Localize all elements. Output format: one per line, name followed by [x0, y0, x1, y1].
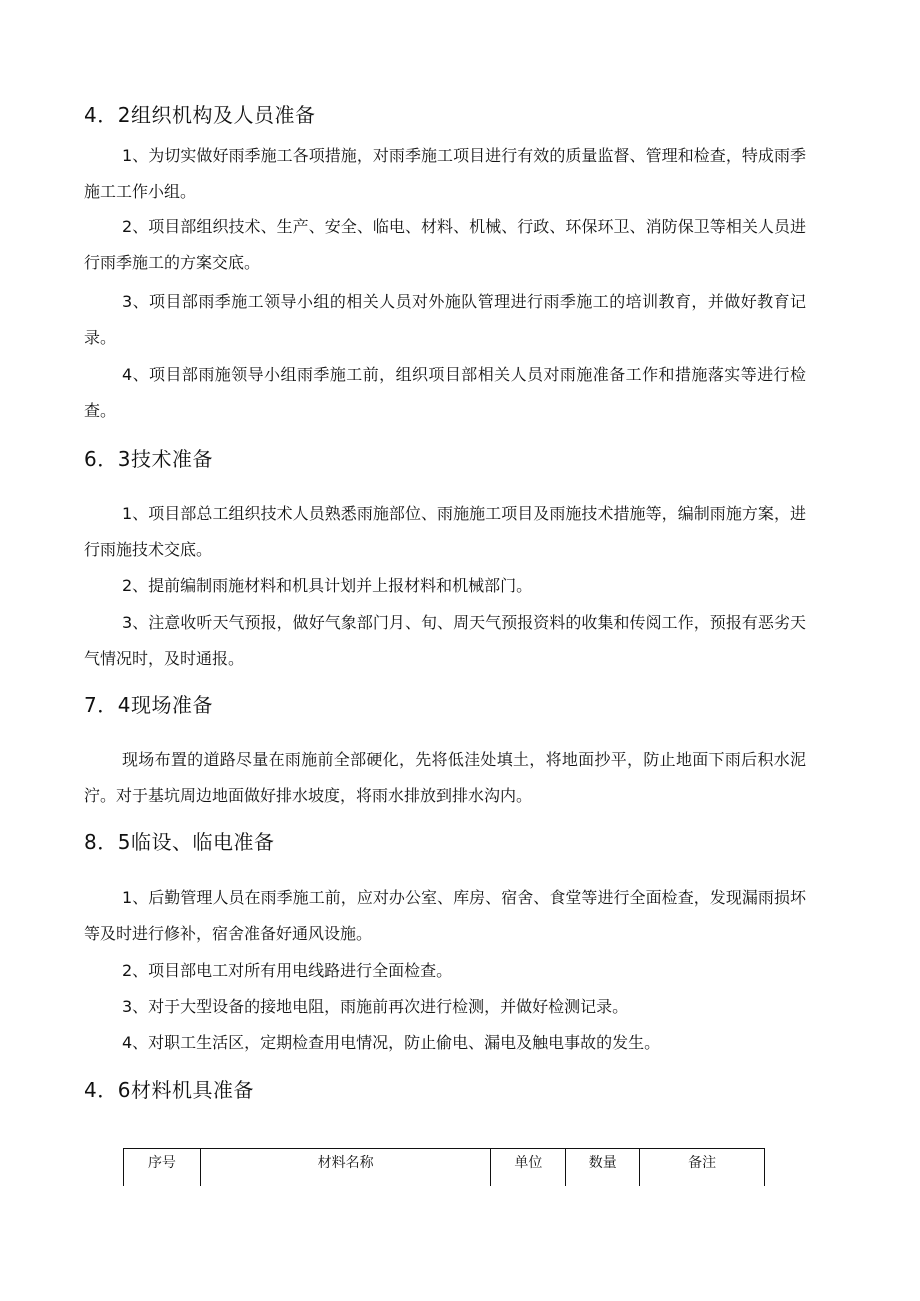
- paragraph: 1、后勤管理人员在雨季施工前，应对办公室、库房、宿舍、食堂等进行全面检查，发现漏雨损坏等及时进行修补，宿舍准备好通风设施。: [84, 888, 806, 943]
- paragraph: 1、项目部总工组织技术人员熟悉雨施部位、雨施施工项目及雨施技术措施等，编制雨施方案，进行雨施技术交底。: [84, 504, 806, 559]
- section-heading-7-4: 7．4现场准备: [84, 693, 213, 717]
- materials-table: [123, 1148, 765, 1186]
- paragraph: 2、项目部组织技术、生产、安全、临电、材料、机械、行政、环保环卫、消防保卫等相关人员进行雨季施工的方案交底。: [84, 217, 806, 272]
- section-heading-4-2: 4．2组织机构及人员准备: [84, 103, 316, 127]
- paragraph: 4、对职工生活区，定期检查用电情况，防止偷电、漏电及触电事故的发生。: [122, 1033, 661, 1052]
- paragraph: 3、对于大型设备的接地电阻，雨施前再次进行检测，并做好检测记录。: [122, 997, 629, 1016]
- paragraph: 现场布置的道路尽量在雨施前全部硬化，先将低洼处填土，将地面抄平，防止地面下雨后积水泥泞。对于基坑周边地面做好排水坡度，将雨水排放到排水沟内。: [84, 750, 806, 805]
- header-cell-unit: 单位: [491, 1149, 566, 1187]
- paragraph: 2、项目部电工对所有用电线路进行全面检查。: [122, 961, 453, 980]
- section-heading-6-3: 6．3技术准备: [84, 447, 213, 471]
- section-heading-4-6: 4．6材料机具准备: [84, 1078, 254, 1102]
- section-heading-8-5: 8．5临设、临电准备: [84, 830, 275, 854]
- paragraph: 4、项目部雨施领导小组雨季施工前，组织项目部相关人员对雨施准备工作和措施落实等进行检查。: [84, 365, 806, 420]
- paragraph: 3、项目部雨季施工领导小组的相关人员对外施队管理进行雨季施工的培训教育，并做好教育记录。: [84, 292, 806, 347]
- paragraph: 3、注意收听天气预报，做好气象部门月、旬、周天气预报资料的收集和传阅工作，预报有恶劣天气情况时，及时通报。: [84, 613, 806, 668]
- header-cell-material-name: 材料名称: [200, 1149, 491, 1187]
- header-cell-index: 序号: [124, 1149, 201, 1187]
- header-cell-remarks: 备注: [640, 1149, 765, 1187]
- header-cell-quantity: 数量: [566, 1149, 640, 1187]
- paragraph: 1、为切实做好雨季施工各项措施，对雨季施工项目进行有效的质量监督、管理和检查，特成雨季施工工作小组。: [84, 146, 806, 201]
- table-header-row: [124, 1149, 765, 1187]
- paragraph: 2、提前编制雨施材料和机具计划并上报材料和机械部门。: [122, 576, 533, 595]
